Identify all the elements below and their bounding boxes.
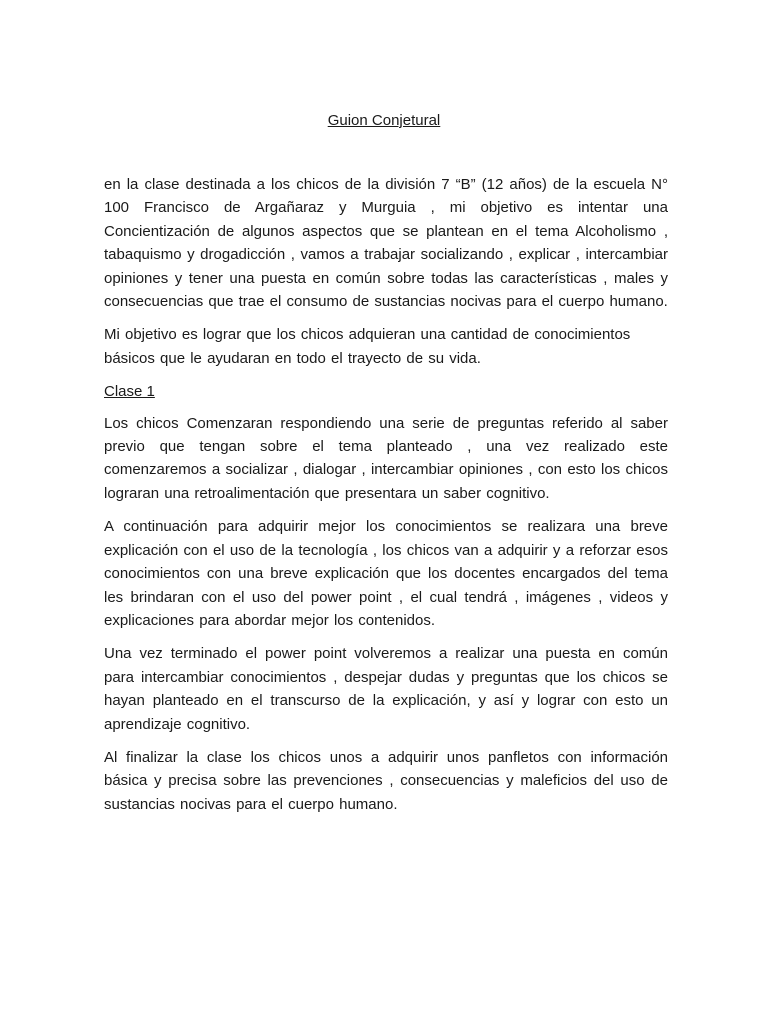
section-heading-clase-1: Clase 1 bbox=[104, 383, 155, 401]
clase-paragraph-4: Al finalizar la clase los chicos unos a adquirir unos panfletos con información básica y precisa sobre las prevenciones , consecuencias y maleficios del uso de sustancias nocivas para el cuerpo humano. bbox=[104, 748, 668, 813]
intro-paragraph: en la clase destinada a los chicos de la división 7 “B” (12 años) de la escuela N° 100 Francisco de Argañaraz y Murguia , mi objetivo es intentar una Concientización de algunos aspectos que se plantean en el tema Alcoholismo , tabaquismo y drogadicción , vamos a trabajar socializando , explicar , intercambiar opiniones y tener una puesta en común sobre todas las características , males y consecuencias que trae el consumo de sustancias nocivas para el cuerpo humano. bbox=[104, 176, 668, 311]
clase-paragraph-2: A continuación para adquirir mejor los conocimientos se realizara una breve explicación con el uso de la tecnología , los chicos van a adquirir y a reforzar esos conocimientos con una breve explicación que los docentes encargados del tema les brindaran con el uso del power point , el cual tendrá , imágenes , videos y explicaciones para abordar mejor los contenidos. bbox=[104, 518, 668, 629]
objective-paragraph: Mi objetivo es lograr que los chicos adquieran una cantidad de conocimientos básicos que le ayudaran en todo el trayecto de su vida. bbox=[104, 326, 631, 367]
document-title: Guion Conjetural bbox=[327, 112, 441, 129]
clase-paragraph-3: Una vez terminado el power point volveremos a realizar una puesta en común para intercambiar conocimientos , despejar dudas y preguntas que los chicos se hayan planteado en el transcurso de la explicación, y así y lograr con esto un aprendizaje cognitivo. bbox=[104, 645, 668, 733]
clase-paragraph-1: Los chicos Comenzaran respondiendo una serie de preguntas referido al saber previo que tengan sobre el tema planteado , una vez realizado este comenzaremos a socializar , dialogar , intercambiar opiniones , con esto los chicos lograran una retroalimentación que presentara un saber cognitivo. bbox=[104, 414, 668, 502]
document-body bbox=[104, 173, 668, 826]
